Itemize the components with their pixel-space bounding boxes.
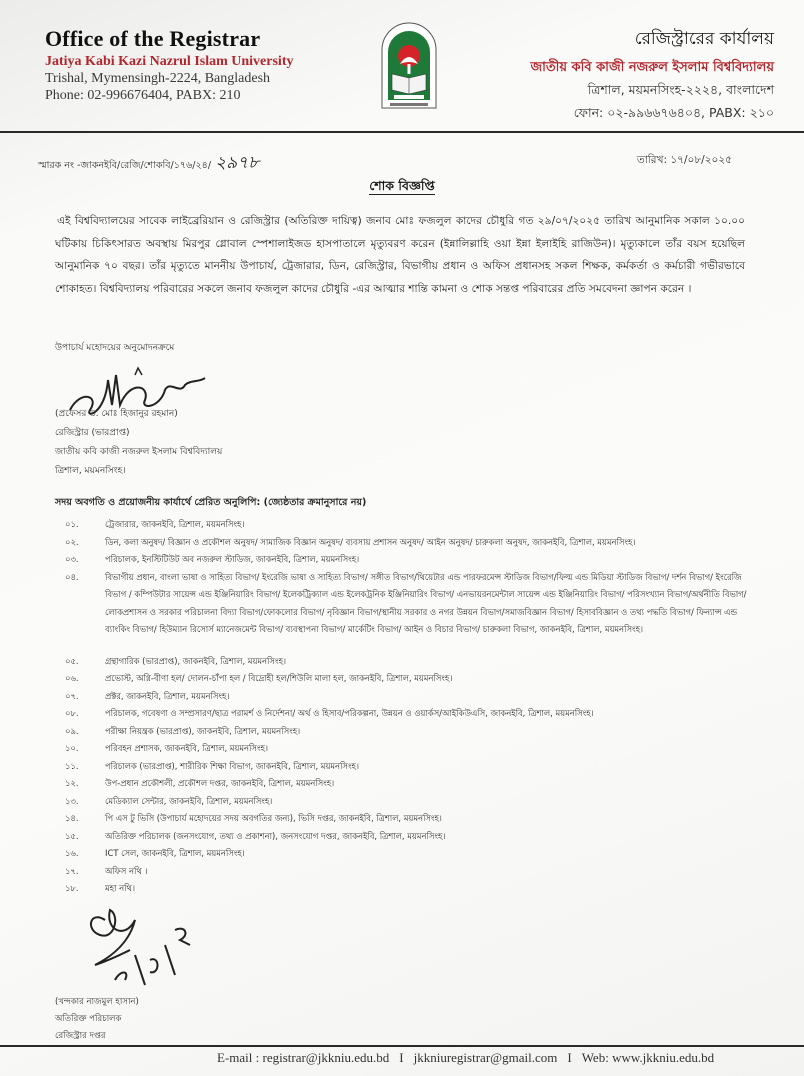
office-title-en: Office of the Registrar: [45, 26, 261, 51]
university-logo-icon: [378, 20, 440, 112]
additional-director-designation: অতিরিক্ত পরিচালক: [55, 1014, 122, 1024]
list-item: ০৭. প্রক্টর, জাকনইবি, ত্রিশাল, ময়মনসিংহ।: [65, 690, 230, 701]
footer-contacts: E-mail : registrar@jkkniu.edu.bd I jkkniuregistrar@gmail.com I Web: www.jkkniu.edu.bd: [217, 1050, 715, 1065]
registrar-signature-block: [55, 405, 222, 481]
copy-list: [65, 516, 755, 898]
list-item: ০৩. পরিচালক, ইনস্টিটিউট অব নজরুল স্টাডিজ, জাকনইবি, ত্রিশাল, ময়মনসিংহ।: [65, 554, 360, 564]
list-item: ১৪. পি এস টু ভিসি (উপাচার্য মহোদয়ের সদয় অবগতির জন্য), ভিসি দপ্তর, জাকনইবি, ত্রিশাল, ময়মনসিংহ।: [65, 813, 442, 823]
university-name-en: Jatiya Kabi Kazi Nazrul Islam University: [45, 54, 294, 69]
list-item: ০৯. পরীক্ষা নিয়ন্ত্রক (ভারপ্রাপ্ত), জাকনইবি, ত্রিশাল, ময়মনসিংহ।: [65, 725, 301, 736]
list-item: ০১. ট্রেজারার, জাকনইবি, ত্রিশাল, ময়মনসিংহ।: [65, 519, 245, 529]
footer-divider: [0, 1045, 804, 1047]
copy-list-heading: সদয় অবগতি ও প্রয়োজনীয় কার্যার্থে প্রেরিত অনুলিপি: (জ্যেষ্ঠতার ক্রমানুসারে নয়): [55, 497, 367, 508]
registrar-org: জাতীয় কবি কাজী নজরুল ইসলাম বিশ্ববিদ্যালয়: [55, 447, 223, 457]
list-item: ০৮. পরিচালক, গবেষণা ও সম্প্রসারণ/ছাত্র পরামর্শ ও নির্দেশনা/ অর্থ ও হিসাব/পরিকল্পনা, উন্নয়ন ও ওয়ার্কস/আইকিউএসি, জাকনইবি, ত্রিশাল, ময়মনসিংহ।: [65, 708, 594, 718]
footer-email-official[interactable]: E-mail : registrar@jkkniu.edu.bd: [217, 1050, 390, 1065]
memo-date: তারিখ: ১৭/০৮/২০২৫: [636, 154, 732, 166]
approval-note: উপাচার্য মহোদয়ের অনুমোদনক্রমে: [55, 343, 175, 353]
list-item: ১৭. অফিস নথি ।: [65, 865, 148, 876]
memo-ref-text: স্মারক নং -জাকনইবি/রেজি/শোকবি/১৭৬/২৪/: [38, 160, 212, 171]
address-en: Trishal, Mymensingh-2224, Bangladesh: [45, 71, 271, 86]
list-item: ০৫. গ্রন্থাগারিক (ভারপ্রাপ্ত), জাকনইবি, ত্রিশাল, ময়মনসিংহ।: [65, 655, 286, 666]
letterhead-bangla: [530, 26, 774, 125]
header-divider: [0, 131, 804, 133]
list-item: ১১. পরিচালক (ভারপ্রাপ্ত), শারীরিক শিক্ষা বিভাগ, জাকনইবি, ত্রিশাল, ময়মনসিংহ।: [65, 760, 359, 771]
list-item: ১৮. মহা নথি।: [65, 883, 135, 893]
registrar-designation: রেজিস্ট্রার (ভারপ্রাপ্ত): [55, 428, 130, 438]
university-name-bn: জাতীয় কবি কাজী নজরুল ইসলাম বিশ্ববিদ্যালয়: [530, 60, 774, 75]
memo-ref-handwritten-number: ২৯৭৮: [215, 153, 260, 173]
list-item: ০৬. প্রভোস্ট, অগ্নি-বীণা হল/ দোলন-চাঁপা হল / বিদ্রোহী হল/শিউলি মালা হল, জাকনইবি, ত্রিশাল, ময়মনসিংহ।: [65, 673, 453, 683]
phone-bn: ফোন: ০২-৯৯৬৬৭৬৪০৪, PABX: ২১০: [573, 105, 774, 120]
memo-reference: [38, 150, 259, 178]
registrar-name: (প্রফেসর ড. মোঃ হিজানুর রহমান): [55, 409, 178, 419]
list-item: ০৪. বিভাগীয় প্রধান, বাংলা ভাষা ও সাহিত্য বিভাগ/ ইংরেজি ভাষা ও সাহিত্য বিভাগ/ সঙ্গীত বিভাগ/থিয়েটার এন্ড পারফরমেন্স স্টাডিজ বিভাগ/ফিল্ম এন্ড মিডিয়া স্টাডিজ বিভাগ/ দর্শন বিভাগ/ ইংরেজি বিভাগ / কম্পিউটার সায়েন্স এন্ড ইঞ্জিনিয়ারিং বিভাগ/ ইলেকট্রিক্যাল এন্ড ইলেকট্রনিক ইঞ্জিনিয়ারিং বিভাগ/ এনভায়রনমেন্টাল সায়েন্স এন্ড ইঞ্জিনিয়ারিং বিভাগ/ পরিসংখ্যান বিভাগ/অর্থনীতি বিভাগ/ লোকপ্রশাসন ও সরকার পরিচালনা বিদ্যা বিভাগ/ফোকলোর বিভাগ/ নৃবিজ্ঞান বিভাগ/স্থানীয় সরকার ও নগর উন্নয়ন বিভাগ/সমাজবিজ্ঞান বিভাগ/ হিসাববিজ্ঞান ও তথ্য পদ্ধতি বিভাগ/ ফিন্যান্স এন্ড ব্যাংকিং বিভাগ/ হিউম্যান রিসোর্স ম্যানেজমেন্ট বিভাগ/ ব্যবস্থাপনা বিভাগ/ মার্কেটিং বিভাগ/ আইন ও বিচার বিভাগ/ চারুকলা বিভাগ, জাকনইবি, ত্রিশাল, ময়মনসিংহ।: [65, 571, 747, 634]
notice-body: এই বিশ্ববিদ্যালয়ের সাবেক লাইব্রেরিয়ান ও রেজিস্ট্রার (অতিরিক্ত দায়িত্ব) জনাব মোঃ ফজলুল কাদের চৌধুরি গত ২৯/০৭/২০২৫ তারিখ আনুমানিক সকাল ১০.০০ ঘটিকায় চিকিৎসারত অবস্থায় মিরপুর গ্লোবাল স্পেশালাইজড হাসপাতালে মৃত্যুবরণ করেন (ইন্নালিল্লাহি ওয়া ইন্না ইলাইহি রাজিউন)। মৃত্যুকালে তাঁর বয়স হয়েছিল আনুমানিক ৭০ বছর। তাঁর মৃত্যুতে মাননীয় উপাচার্য, ট্রেজারার, ডিন, রেজিস্ট্রার, বিভাগীয় প্রধান ও অফিস প্রধানসহ সকল শিক্ষক, কর্মকর্তা ও কর্মচারী গভীরভাবে শোকাহত। বিশ্ববিদ্যালয় পরিবারের সকলে জনাব ফজলুল কাদের চৌধুরি -এর আত্মার শান্তি কামনা ও শোক সন্তপ্ত পরিবারের প্রতি সমবেদনা জ্ঞাপন করেন ।: [55, 215, 745, 295]
phone-en: Phone: 02-996676404, PABX: 210: [45, 88, 241, 103]
footer-email-gmail[interactable]: jkkniuregistrar@gmail.com: [413, 1050, 558, 1065]
footer-website[interactable]: Web: www.jkkniu.edu.bd: [581, 1050, 715, 1065]
list-item: ০২. ডিন, কলা অনুষদ/ বিজ্ঞান ও প্রকৌশল অনুষদ/ সামাজিক বিজ্ঞান অনুষদ/ ব্যবসায় প্রশাসন অনুষদ/ আইন অনুষদ/ চারুকলা অনুষদ, জাকনইবি, ত্রিশাল, ময়মনসিংহ।: [65, 536, 636, 547]
list-item: ১৬. ICT সেল, জাকনইবি, ত্রিশাল, ময়মনসিংহ।: [65, 848, 245, 858]
additional-director-signature-block: [55, 994, 139, 1045]
letterhead-english: [45, 26, 294, 104]
additional-director-name: (খন্দকার নাজমুল হাসান): [55, 997, 139, 1007]
list-item: ১০. পরিবহন প্রশাসক, জাকনইবি, ত্রিশাল, ময়মনসিংহ।: [65, 743, 268, 753]
office-title-bn: রেজিস্ট্রারের কার্যালয়: [634, 29, 774, 49]
list-item: ১৩. মেডিক্যাল সেন্টার, জাকনইবি, ত্রিশাল, ময়মনসিংহ।: [65, 795, 273, 806]
address-bn: ত্রিশাল, ময়মনসিংহ-২২২৪, বাংলাদেশ: [587, 82, 774, 97]
list-item: ১২. উপ-প্রধান প্রকৌশলী, প্রকৌশল দপ্তর, জাকনইবি, ত্রিশাল, ময়মনসিংহ।: [65, 778, 335, 788]
additional-director-signature-icon: [75, 900, 195, 990]
list-item: ১৫. অতিরিক্ত পরিচালক (জনসংযোগ, তথ্য ও প্রকাশনা), জনসংযোগ দপ্তর, জাকনইবি, ত্রিশাল, ময়মনসিংহ।: [65, 830, 446, 841]
additional-director-office: রেজিস্ট্রার দপ্তর: [55, 1031, 106, 1041]
notice-title: শোক বিজ্ঞপ্তি: [369, 178, 435, 193]
registrar-place: ত্রিশাল, ময়মনসিংহ।: [55, 466, 126, 476]
